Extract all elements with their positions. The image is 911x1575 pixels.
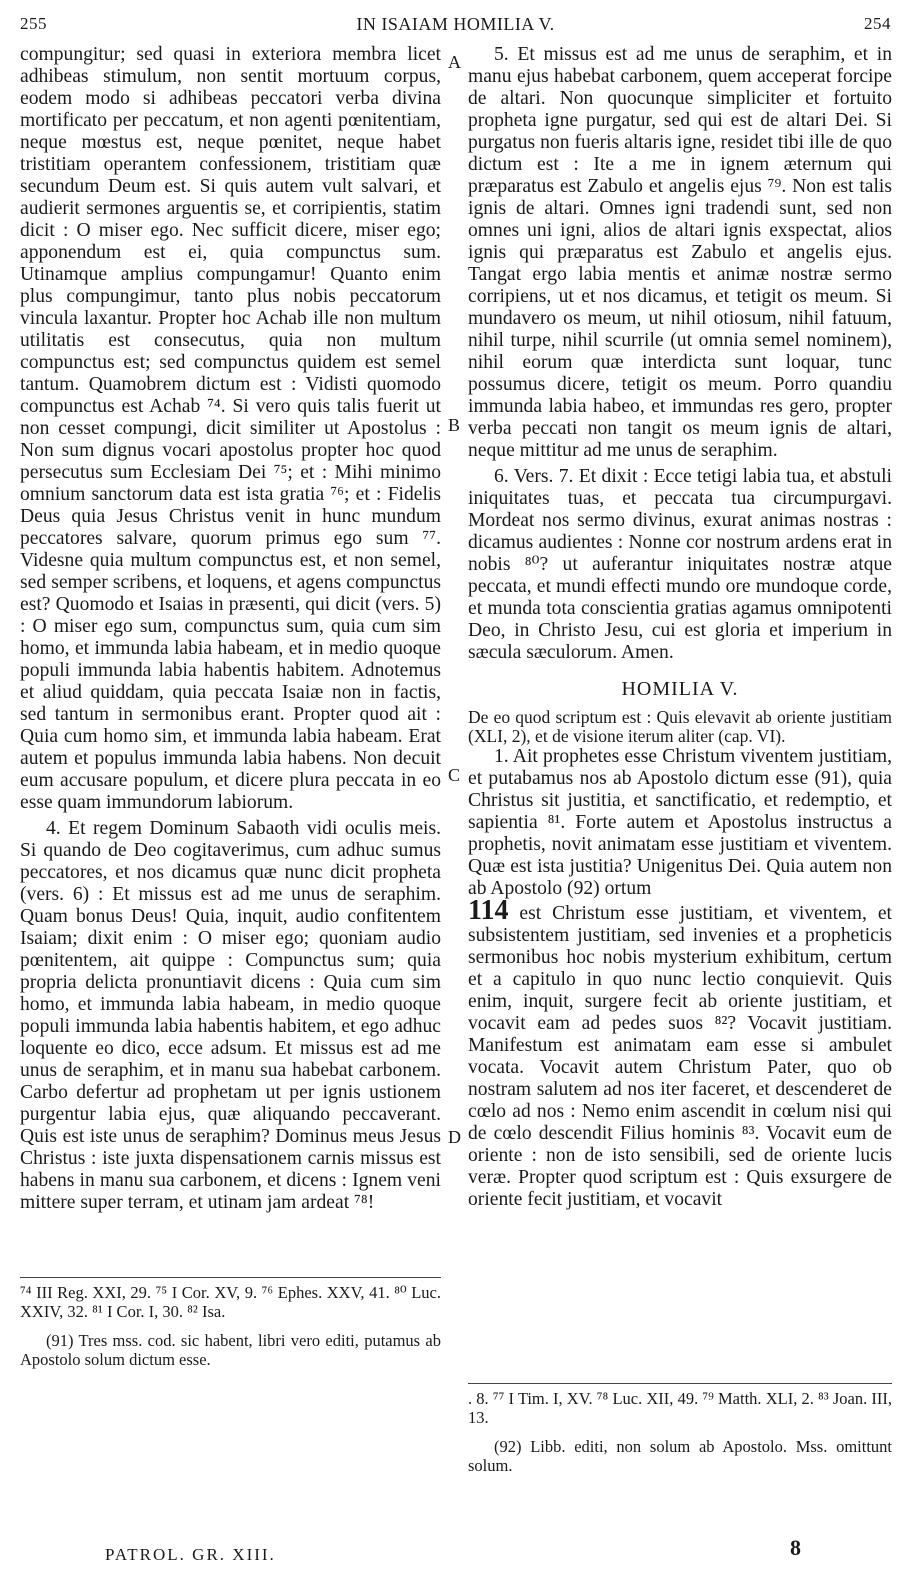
homily-title: HOMILIA V. <box>621 678 739 700</box>
paragraph-1b: est Christum esse justitiam, et viventem, et subsistentem justitiam, sed invenies et a propheticis sermonibus hoc nobis mysterium exhibitum, certum et a capitulo in quo nunc lectio conquievit. Quis enim, inquit, surgere fecit ab oriente justitiam, et vocavit eam ad pedes suos ⁸²? Vocavit justitiam. Manifestum est animatam eam esse si ambulet vocata. Vocavit autem Christum Pater, quo ob nostram salutem ad nos iter faceret, et descenderet de cœlo ad nos : Nemo enim ascendit in cœlum nisi qui de cœlo descendit Filius hominis ⁸³. Vocavit eum de oriente : non de isto sensibili, sed de oriente lucis veræ. Propter quod scriptum est : Quis exsurgere de oriente fecit justitiam, et vocavit <box>468 903 892 1210</box>
homily-subtitle: De eo quod scriptum est : Quis elevavit ab oriente justitiam (XLI, 2), et de visione iterum aliter (cap. VI). <box>468 707 892 746</box>
footer-sheet-number: 8 <box>790 1535 801 1560</box>
footnotes-left <box>20 1283 441 1369</box>
paragraph-6: 6. Vers. 7. Et dixit : Ecce tetigi labia tua, et abstuli iniquitates tuas, et peccata tua circumpurgavi. Mordeat nos sermo divinus, exurat animas nostras : dicamus audientes : Nonne cor nostrum ardens erat in nobis ⁸⁰? ut auferantur iniquitates nostræ atque peccata, et mundi effecti mundo ore mundoque corde, et munda tota conscientia gratias agamus omnipotenti Deo, in Christo Jesu, cui est gloria et imperium in sæcula sæculorum. Amen. <box>468 466 892 663</box>
footnotes-right <box>468 1389 892 1475</box>
footnote-rule-right <box>468 1383 892 1384</box>
margin-marker-a: A <box>448 52 461 72</box>
note-91: (91) Tres mss. cod. sic habent, libri vero editi, putamus ab Apostolo solum dictum esse. <box>20 1331 441 1369</box>
paragraph-1a: 1. Ait prophetes esse Christum viventem justitiam, et putabamus nos ab Apostolo dictum esse (91), quia Christus sit justitia, et sanctificatio, et redemptio, et sapientia ⁸¹. Forte autem et Apostolus instructus a prophetis, novit animatam esse justitiam et viventem. Quæ est ista justitia? Unigenitus Dei. Quia autem non ab Apostolo (92) ortum <box>468 746 892 899</box>
left-column <box>20 44 441 1214</box>
paragraph-4: 4. Et regem Dominum Sabaoth vidi oculis meis. Si quando de Deo cogitaverimus, cum adhuc sumus peccatores, et nos dicamus quæ nunc dicit propheta (vers. 6) : Et missus est ad me unus de seraphim. Quam bonus Deus! Quia, inquit, audio confitentem Isaiam; dixit enim : O miser ego; quoniam audio pœnitentem, ait quippe : Compunctus sum; quia propria delicta pronuntiavit dicens : Quia cum sim homo, et immunda labia habeam, in medio quoque populi immunda labia habentis habitem, et ego adhuc loquente eo dico, ecce adsum. Et missus est ad me unus de seraphim, et in manu sua habebat carbonem. Carbo defertur ad prophetam ut per ignis ustionem purgentur labia ejus, quæ aliquando peccaverant. Quis est iste unus de seraphim? Dominus meus Jesus Christus : iste juxta dispensationem carnis missus est habens in manu sua carbonem, et dicens : Ignem veni mittere super terram, et utinam jam ardeat ⁷⁸! <box>20 818 441 1213</box>
footer-signature: PATROL. GR. XIII. <box>105 1545 276 1564</box>
note-92: (92) Libb. editi, non solum ab Apostolo. Mss. omittunt solum. <box>468 1437 892 1475</box>
paragraph-compungitur: compungitur; sed quasi in exteriora membra licet adhibeas stimulum, non sentit mortuum corpus, eodem modo si adhibeas peccatori verba divina mortificato per peccatum, et non agenti pœnitentiam, neque mœstus est, neque pœnitet, neque habet tristitiam operantem confessionem, tristitiam quæ secundum Deum est. Si quis autem vult salvari, et audierit sermones arguentis se, et corripientis, statim dicit : O miser ego. Nec sufficit dicere, miser ego; apponendum est ei, quia compunctus sum. Utinamque amplius compungamur! Quanto enim plus compungimur, tanto plus nobis peccatorum vincula laxantur. Propter hoc Achab ille non multum utilitatis est consecutus, quia non multum compunctus est; sed compunctus quidem est semel tantum. Quamobrem dictum est : Vidisti quomodo compunctus est Achab ⁷⁴. Si vero quis talis fuerit ut non cesset compungi, dicit similiter ut Apostolus : Non sum dignus vocari apostolus propter hoc quod persecutus sum Ecclesiam Dei ⁷⁵; et : Mihi minimo omnium sanctorum data est ista gratia ⁷⁶; et : Fidelis Deus quia Jesus Christus venit in hunc mundum peccatores salvare, quorum primus ego sum ⁷⁷. Videsne quia multum compunctus est, et non semel, sed semper scribens, et loquens, et agens compunctus est? Quomodo et Isaias in præsenti, qui dicit (vers. 5) : O miser ego sum, compunctus sum, quia cum sim homo, et immunda labia habeam, et in medio quoque populi immunda labia habentis habitem. Adnotemus et aliud quiddam, quia peccata Isaiæ non in factis, sed tantum in sermonibus erant. Propter quod ait : Quia cum homo sim, et immunda labia habeam. Erat autem et populus immunda labia habens. Non decuit eum accusare populum, et dicere plura peccata in eo esse quam immundorum labiorum. <box>20 44 441 813</box>
column-number-right: 254 <box>864 14 891 33</box>
scripture-footnotes-left: ⁷⁴ III Reg. XXI, 29. ⁷⁵ I Cor. XV, 9. ⁷⁶ Ephes. XXV, 41. ⁸⁰ Luc. XXIV, 32. ⁸¹ I Cor. I, 30. ⁸² Isa. <box>20 1283 441 1321</box>
right-column <box>468 44 892 1211</box>
running-title: IN ISAIAM HOMILIA V. <box>356 14 555 34</box>
paragraph-5: 5. Et missus est ad me unus de seraphim, et in manu ejus habebat carbonem, quem acceperat forcipe de altari. Non quocunque simpliciter et fortuito propheta igne purgatur, sed qui est de altari Dei. Si purgatus non fueris altaris igne, residet tibi ille de quo dictum est : Ite a me in ignem æternum qui præparatus est Zabulo et angelis ejus ⁷⁹. Non est talis ignis de altari. Omnes igni tradendi sunt, sed non omnes uni igni, alios de altari ignis exspectat, alios ignis qui præparatus est Zabulo et angelis ejus. Tangat ergo labia mentis et animæ nostræ sermo corripiens, ut et nos dicamus, et tetigit os meum. Si mundavero os meum, ut nihil otiosum, nihil fatuum, nihil turpe, nihil scurrile (ut omnia semel nominem), nihil eorum quæ interdicta sunt loquar, tunc possumus dicere, tetigit os meum. Porro quandiu immunda labia habeo, et immundas res gero, propter verba peccati non tangit os meum ignis de altari, neque mittitur ad me unus de seraphim. <box>468 44 892 461</box>
scripture-footnotes-right: . 8. ⁷⁷ I Tim. I, XV. ⁷⁸ Luc. XII, 49. ⁷⁹ Matth. XLI, 2. ⁸³ Joan. III, 13. <box>468 1389 892 1427</box>
margin-marker-b: B <box>448 415 461 435</box>
footnote-rule-left <box>20 1277 441 1278</box>
margin-marker-c: C <box>448 765 461 785</box>
migne-column-number: 114 <box>468 895 509 926</box>
column-number-left: 255 <box>20 14 47 33</box>
margin-marker-d: D <box>448 1127 461 1147</box>
